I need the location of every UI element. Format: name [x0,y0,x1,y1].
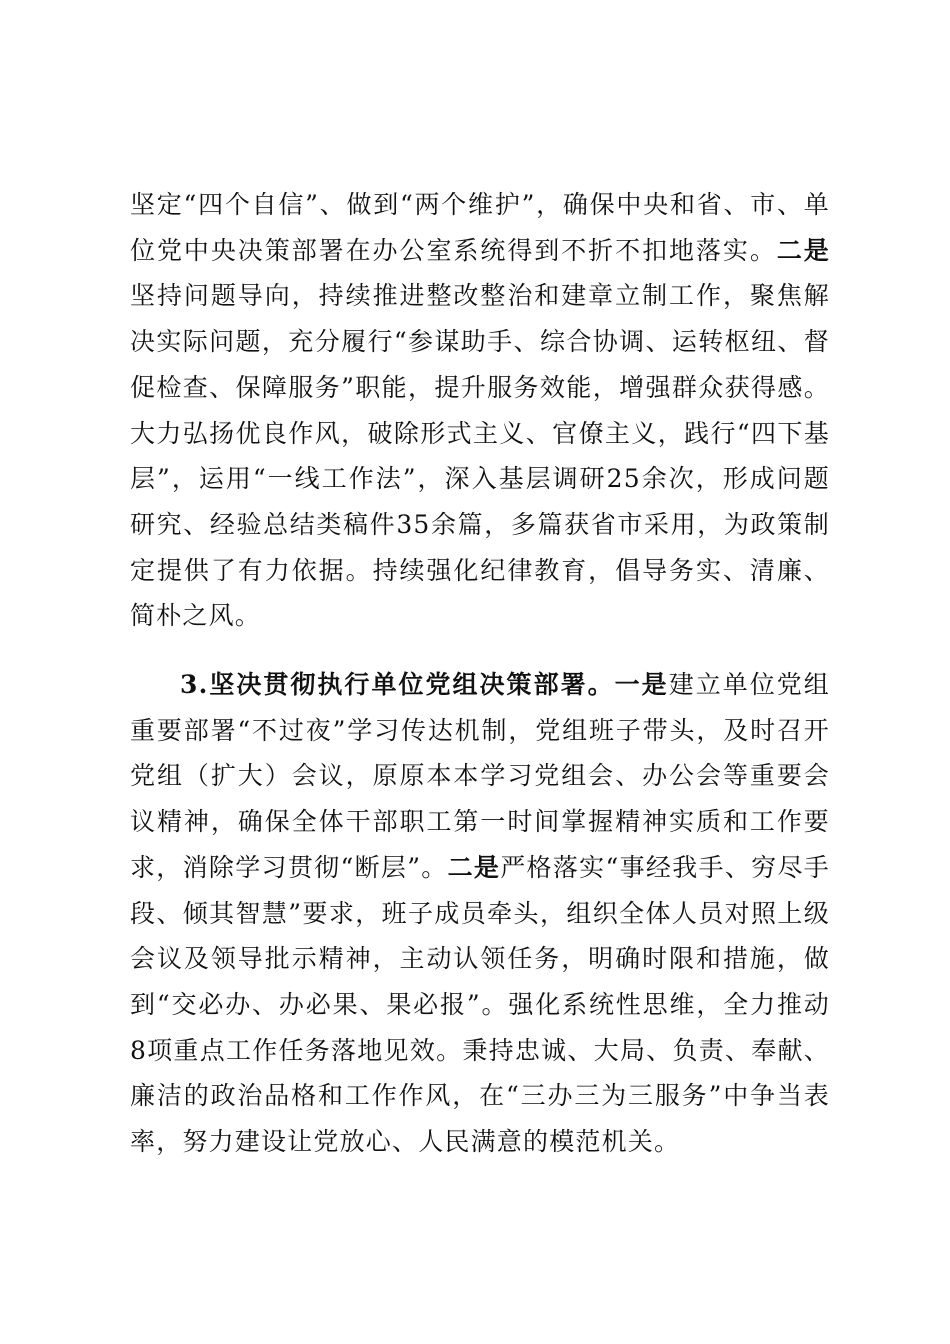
paragraph-2-text-b: 严格落实“事经我手、穷尽手段、倾其智慧”要求，班子成员牵头，组织全体人员对照上级会议及领导批示精神，主动认领任务，明确时限和措施，做到“交必办、办必果、果必报”。强化系统性思维，全力推动8项重点工作任务落地见效。秉持忠诚、大局、负责、奉献、廉洁的政治品格和工作作风，在“三办三为三服务”中争当表率，努力建设让党放心、人民满意的模范机关。 [130,852,830,1157]
paragraph-1-text-a: 坚定“四个自信”、做到“两个维护”，确保中央和省、市、单位党中央决策部署在办公室系统得到不折不扣地落实。 [130,190,830,265]
document-page [130,182,830,1165]
paragraph-2-text-a: 建立单位党组重要部署“不过夜”学习传达机制，党组班子带头，及时召开党组（扩大）会议，原原本本学习党组会、办公会等重要会议精神，确保全体干部职工第一时间掌握精神实质和工作要求，消除学习贯彻“断层”。 [130,670,831,882]
paragraph-2 [130,662,830,1165]
paragraph-2-marker-yiShi: 一是 [614,670,669,700]
section-heading-3: 3.坚决贯彻执行单位党组决策部署。 [180,670,615,700]
paragraph-1-marker-erShi: 二是 [776,235,830,265]
paragraph-1 [130,182,830,639]
paragraph-2-marker-erShi: 二是 [447,852,501,882]
paragraph-1-text-b: 坚持问题导向，持续推进整改整治和建章立制工作，聚焦解决实际问题，充分履行“参谋助手、综合协调、运转枢纽、督促检查、保障服务”职能，提升服务效能，增强群众获得感。大力弘扬优良作风，破除形式主义、官僚主义，践行“四下基层”，运用“一线工作法”，深入基层调研25余次，形成问题研究、经验总结类稿件35余篇，多篇获省市采用，为政策制定提供了有力依据。持续强化纪律教育，倡导务实、清廉、简朴之风。 [130,281,830,631]
